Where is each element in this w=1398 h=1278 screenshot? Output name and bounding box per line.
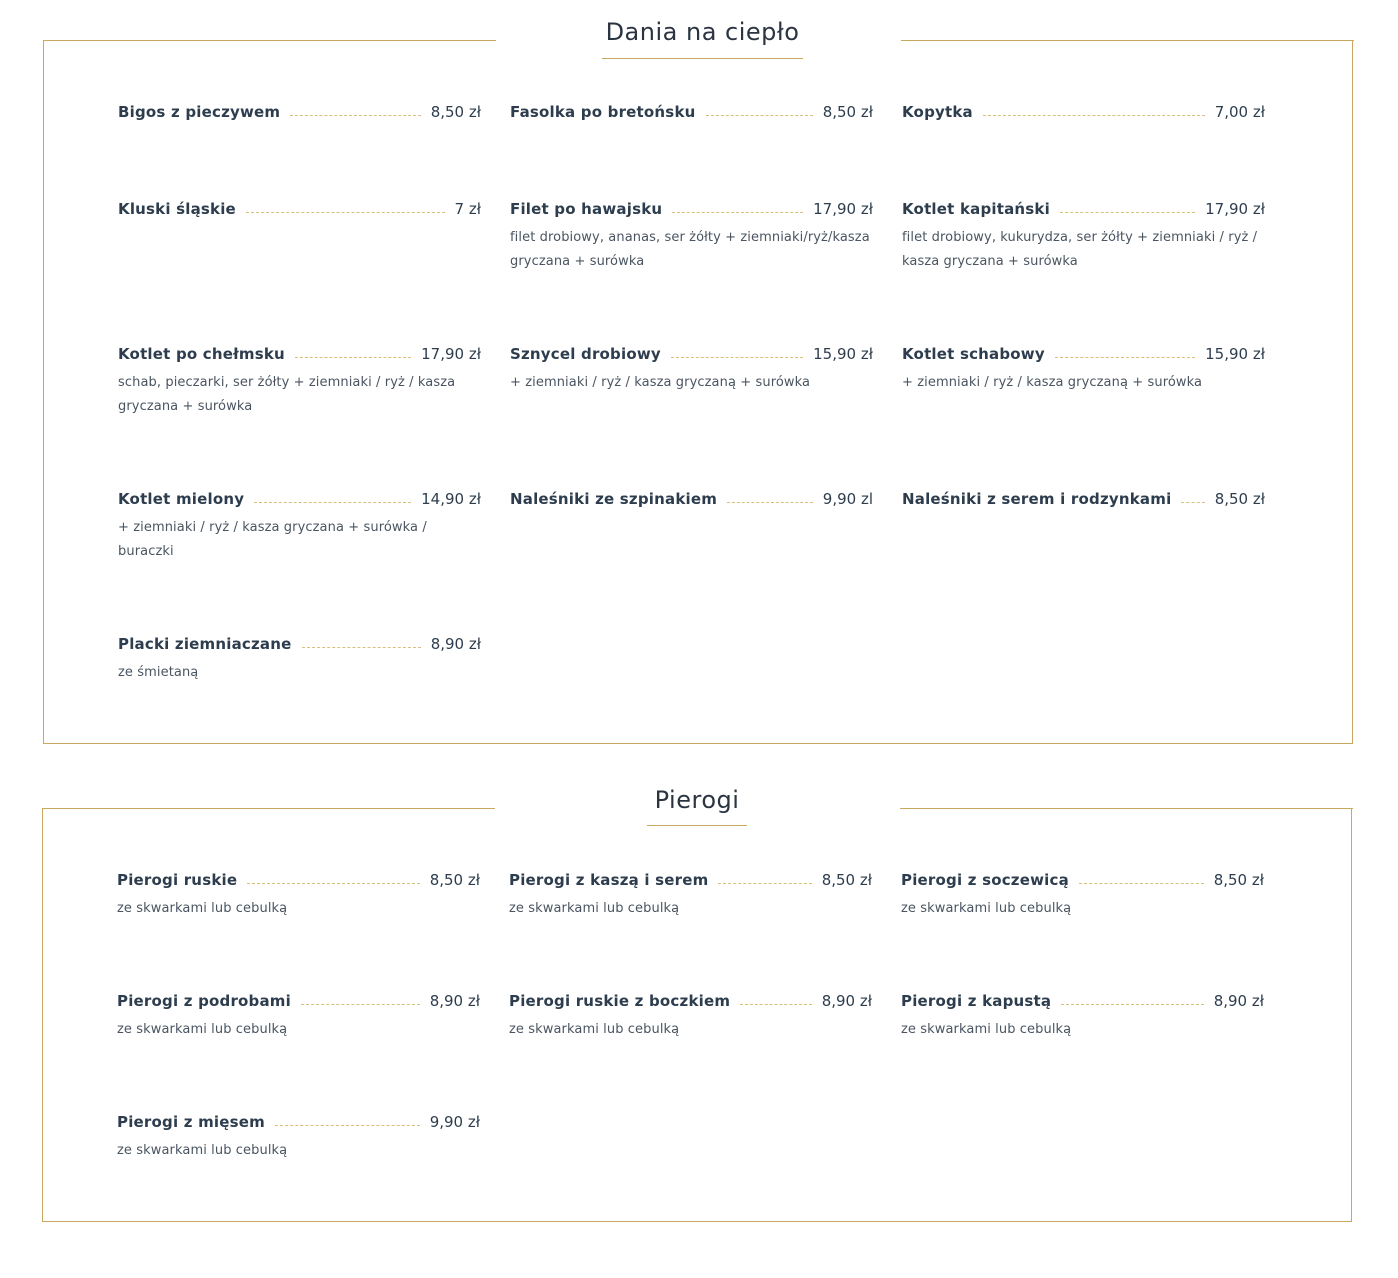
menu-item-name: Sznycel drobiowy [510,345,661,363]
dotted-leader [1181,502,1204,503]
dotted-leader [301,1004,420,1005]
menu-item-description: ze skwarkami lub cebulką [509,1022,680,1037]
menu-item-name: Kluski śląskie [118,200,236,218]
dotted-leader [246,212,445,213]
dotted-leader [275,1125,420,1126]
menu-item-description: + ziemniaki / ryż / kasza gryczaną + surówka [902,375,1203,390]
menu-item-price: 8,90 zł [429,992,480,1010]
dotted-leader [727,502,813,503]
menu-item [510,490,873,512]
menu-item-price: 17,90 zł [1205,200,1265,218]
menu-item-description: + ziemniaki / ryż / kasza gryczana + surówka / buraczki [118,520,427,559]
menu-item [902,490,1265,512]
menu-item-price: 8,50 zł [822,103,873,121]
dotted-leader [1079,883,1204,884]
dotted-leader [1055,357,1195,358]
menu-item [901,992,1264,1042]
menu-item-price: 7 zł [454,200,481,218]
menu-item [118,200,481,222]
menu-item-description: ze śmietaną [118,665,199,680]
menu-item-name: Bigos z pieczywem [118,103,281,121]
menu-item [902,103,1265,125]
dotted-leader [740,1004,812,1005]
menu-item-price: 17,90 zł [421,345,481,363]
menu-item [118,490,481,564]
menu-item-description: ze skwarkami lub cebulką [117,901,288,916]
menu-item-name: Fasolka po bretońsku [510,103,696,121]
menu-item [510,345,873,395]
menu-item-description: ze skwarkami lub cebulką [117,1143,288,1158]
menu-item-price: 8,90 zł [1213,992,1264,1010]
menu-item-name: Kotlet kapitański [902,200,1050,218]
section-border-right [900,808,1353,809]
menu-item-name: Kotlet po chełmsku [118,345,285,363]
dotted-leader [254,502,411,503]
menu-item-name: Pierogi z podrobami [117,992,291,1010]
dotted-leader [671,357,803,358]
section-border-left [42,808,495,809]
dotted-leader [247,883,419,884]
menu-item-name: Filet po hawajsku [510,200,663,218]
menu-item [118,635,481,685]
menu-item-name: Pierogi ruskie [117,871,238,889]
menu-item [118,103,481,125]
menu-item-price: 15,90 zł [813,345,873,363]
dotted-leader [290,115,420,116]
menu-item-price: 8,50 zł [429,871,480,889]
menu-item-name: Naleśniki z serem i rodzynkami [902,490,1172,508]
menu-item-description: ze skwarkami lub cebulką [117,1022,288,1037]
menu-item-description: schab, pieczarki, ser żółty + ziemniaki / ryż / kasza gryczana + surówka [118,375,456,414]
menu-item [902,345,1265,395]
section-title-pierogi: Pierogi [654,786,740,814]
menu-item-name: Kotlet schabowy [902,345,1045,363]
dotted-leader [302,647,421,648]
section-title-underline [602,58,803,59]
menu-item-name: Kotlet mielony [118,490,245,508]
menu-item [509,871,872,921]
menu-item-name: Pierogi z mięsem [117,1113,265,1131]
menu-item-price: 8,90 zł [430,635,481,653]
section-title-hot-dishes: Dania na ciepło [605,18,800,46]
dotted-leader [718,883,811,884]
dotted-leader [1060,212,1195,213]
menu-item-price: 8,50 zł [1214,490,1265,508]
menu-item-description: ze skwarkami lub cebulką [509,901,680,916]
menu-item-price: 14,90 zł [421,490,481,508]
dotted-leader [672,212,803,213]
menu-item [117,1113,480,1163]
section-border-left [43,40,496,41]
menu-item-price: 8,50 zł [821,871,872,889]
menu-item-price: 17,90 zł [813,200,873,218]
menu-item [510,200,873,274]
menu-item-price: 8,50 zł [430,103,481,121]
dotted-leader [1061,1004,1203,1005]
menu-item-name: Pierogi ruskie z boczkiem [509,992,731,1010]
menu-item-name: Naleśniki ze szpinakiem [510,490,718,508]
menu-item-name: Kopytka [902,103,973,121]
menu-item [117,992,480,1042]
menu-item-name: Pierogi z kaszą i serem [509,871,709,889]
menu-item-name: Pierogi z kapustą [901,992,1052,1010]
section-title-underline [647,825,747,826]
menu-item-price: 7,00 zł [1214,103,1265,121]
menu-item-name: Pierogi z soczewicą [901,871,1069,889]
menu-item-description: + ziemniaki / ryż / kasza gryczaną + surówka [510,375,811,390]
dotted-leader [983,115,1205,116]
menu-item-name: Placki ziemniaczane [118,635,292,653]
menu-item-description: filet drobiowy, ananas, ser żółty + ziemniaki/ryż/kasza gryczana + surówka [510,230,870,269]
menu-item-description: ze skwarkami lub cebulką [901,1022,1072,1037]
dotted-leader [295,357,411,358]
section-border-right [901,40,1354,41]
menu-item-price: 8,50 zł [1213,871,1264,889]
menu-item-price: 9,90 zł [429,1113,480,1131]
menu-item [118,345,481,419]
menu-item [117,871,480,921]
menu-item-price: 8,90 zł [821,992,872,1010]
dotted-leader [706,115,813,116]
menu-item-description: filet drobiowy, kukurydza, ser żółty + ziemniaki / ryż / kasza gryczana + surówka [902,230,1258,269]
menu-item [510,103,873,125]
menu-item-description: ze skwarkami lub cebulką [901,901,1072,916]
menu-item [901,871,1264,921]
menu-item-price: 15,90 zł [1205,345,1265,363]
menu-item [902,200,1265,274]
menu-item [509,992,872,1042]
menu-item-price: 9,90 zl [822,490,873,508]
